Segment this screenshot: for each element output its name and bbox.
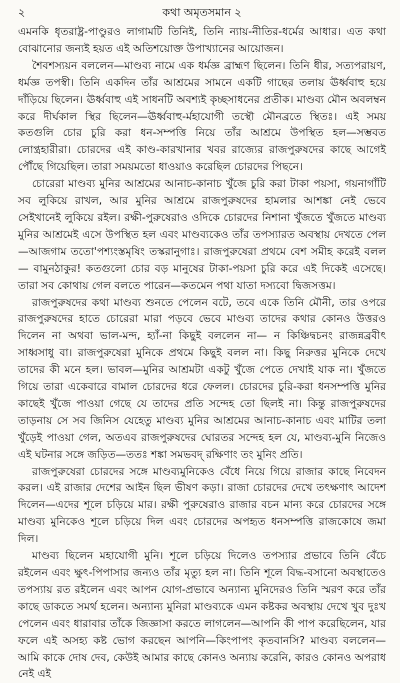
paragraph-6: মাণ্ডব্য ছিলেন মহাযোগী মুনি। শূলে চড়িয়ে দিলেও তপস্যার প্রভাবে তিনি বেঁচে রইলেন এবং ক্ষুৎ-পিপাসার জন্যও তাঁর মৃত্যু হল না। তিনি শূলে বিদ্ধ-বসানো অবস্থাতেও তপস্যায় রত রইলেন এবং আপন যোগ-প্রভাবে অন্যান্য মুনিদেরও তিনি স্মরণ করে তাঁর কাছে ডাকতে সমর্থ হলেন। অন্যান্য মুনিরা মাণ্ডব্যকে এমন কষ্টকর অবস্থায় দেখে খুব দুঃখ পেলেন এবং ধারাবার তাঁকে জিজ্ঞাসা করতে লাগলেন—আপনি কী পাপ করেছিলেন, যার ফলে এই অসহ্য কষ্ট ভোগ করছেন আপনি—কিংপাপং কৃতবানসি? মাণ্ডব্য বললেন—আমি কাকে দোষ দেব, কেউই আমার কাছে কোনও অন্যায় করেনি, কারও কোনও অপরাধ নেই এই [18,550,386,681]
paragraph-5: রাজপুরুষেরা চোরদের সঙ্গে মাণ্ডব্যমুনিকেও বেঁধে নিয়ে গিয়ে রাজার কাছে নিবেদন করল। এই রাজার দেশের আইন ছিল ভীষণ কড়া। রাজা চোরদের দেখে তৎক্ষণাৎ আদেশ দিলেন—এদের শূলে চড়িয়ে মার। রক্ষী পুরুষেরাও রাজার বচন মান্য করে চোরদের সঙ্গে মাণ্ডব্য মুনিকেও শূলে চড়িয়ে দিল এবং চোরদের অপহৃত ধনসম্পত্তি রাজকোষে জমা দিল। [18,465,386,546]
paragraph-2: শৈবশস্যয়ন বললেন—মাণ্ডব্য নামে এক ধর্মজ্ঞ ব্রাহ্মণ ছিলেন। তিনি ধীর, সত্যপরায়ণ, ধর্মজ্ঞ তপস্বী। তিনি একদিন তাঁর আশ্রমের সামনে একটি গাছের তলায় ঊর্ধ্ববাহু হয়ে দাঁড়িয়ে ছিলেন। ঊর্ধ্ববাহু এই সাধনটি অবশ্যই কৃচ্ছসাধনের প্রতীক। মাণ্ডব্য মৌন অবলম্বন করে দীর্ঘকাল স্থির ছিলেন—ঊর্ধ্ববাহু-র্মহাযোগী তস্থৌ মৌনব্রতে স্থিতঃ। এই সময় কতগুলি চোর চুরি করা ধন-সম্পত্তি নিয়ে তাঁর আশ্রমে উপস্থিত হল—সম্ভবত লোপ্ত্রহারীরা। চোরদের এই কাণ্ড-কারখানার খবর রাজ্যের রাজপুরুষদের কাছে আগেই পৌঁছে গিয়েছিল। তারা সময়মতো ধাওয়াও করেছিল চোরদের পিছনে। [18,59,386,174]
paragraph-3: চোরেরা মাণ্ডব্য মুনির আশ্রমের আনাচ-কানাচ খুঁজে চুরি করা টাকা পয়সা, গয়নাগাঁটি সব লুকিয়ে রাখল, আর মুনির আশ্রমে রাজপুরুষদের হামলার আশঙ্কা নেই ভেবে সেইখানেই লুকিয়ে রইল। রক্ষী-পুরুষেরাও ওদিকে চোরদের নিশানা খুঁজতে খুঁজতে মাণ্ডব্য মুনির আশ্রমেই এসে উপস্থিত হল এবং মাণ্ডব্যকেও তাঁর তপস্যারত অবস্থায় দেখতে পেল—আজগাম ততো'পশ্যংস্তমৃষিং তস্করানুগাঃ। রাজপুরুষেরা প্রথমে বেশ সমীহ করেই বলল— বামুনঠাকুর! কতগুলো চোর বড় মানুষের টাকা-পয়সা চুরি করে এই দিকেই এসেছে। তারা সব কোথায় গেল বলতে পারেন—কতমেন পথা যাতা দস্যবো দ্বিজসত্তম। [18,178,386,292]
page-number: ২ [18,6,26,19]
running-title: কথা অমৃতসমান ২ [162,6,242,19]
paragraph-1: এমনকি ধৃতরাষ্ট্র-পাণ্ডুরও লাগামটি তিনিই, তিনি ন্যায়-নীতির-ধর্মের আধার। এত কথা বোঝানোর জন্যই হয়ত এই অতিশয়োক্ত উপাখ্যানের আয়োজন। [18,26,386,55]
body-text [18,24,386,683]
paragraph-4: রাজপুরুষদের কথা মাণ্ডব্য শুনতে পেলেন বটে, তবে একে তিনি মৌনী, তার ওপরে রাজপুরুষদের হাতে চোরেরা মারা পড়বে ভেবে মাণ্ডব্য তাদের কথার কোনও উত্তরও দিলেন না অথবা ভাল-মন্দ, হ্যাঁ-না কিছুই বললেন না— ন কিঞ্চিদ্বচনং রাজন্নব্রবীৎ সাধ্বসাধু বা। রাজপুরুষেরা মুনিকে প্রথমে কিছুই বলল না। কিছু নিরুত্তর মুনিকে দেখে তাদের কী মনে হল। ভাবল—মুনির আশ্রমটা একটু খুঁজে পেতে দেখাই যাক না। খুঁজতে গিয়ে তারা একেবারে বামাল চোরদের ধরে ফেলল। চোরদের চুরি-করা ধনসম্পত্তি মুনির কাছেই খুঁজে পাওয়া গেছে যে তাদের প্রতি সন্দেহ তো ছিলই না। কিন্তু রাজপুরুষদের তাড়নায় সে সব জিনিস যেহেতু মাণ্ডব্য মুনির আশ্রমের আনাচ-কানাচ এবং মাটির তলা খুঁড়েই পাওয়া গেল, অতএব রাজপুরুষদের ঘোরতর সন্দেহ হল যে, মাণ্ডব্য-মুনি নিজেও এই ঘটনার সঙ্গে জড়িত—ততঃ শঙ্কা সমভবদ্ রক্ষিণাং তং মুনিং প্রতি। [18,296,386,461]
page-header [18,6,386,24]
